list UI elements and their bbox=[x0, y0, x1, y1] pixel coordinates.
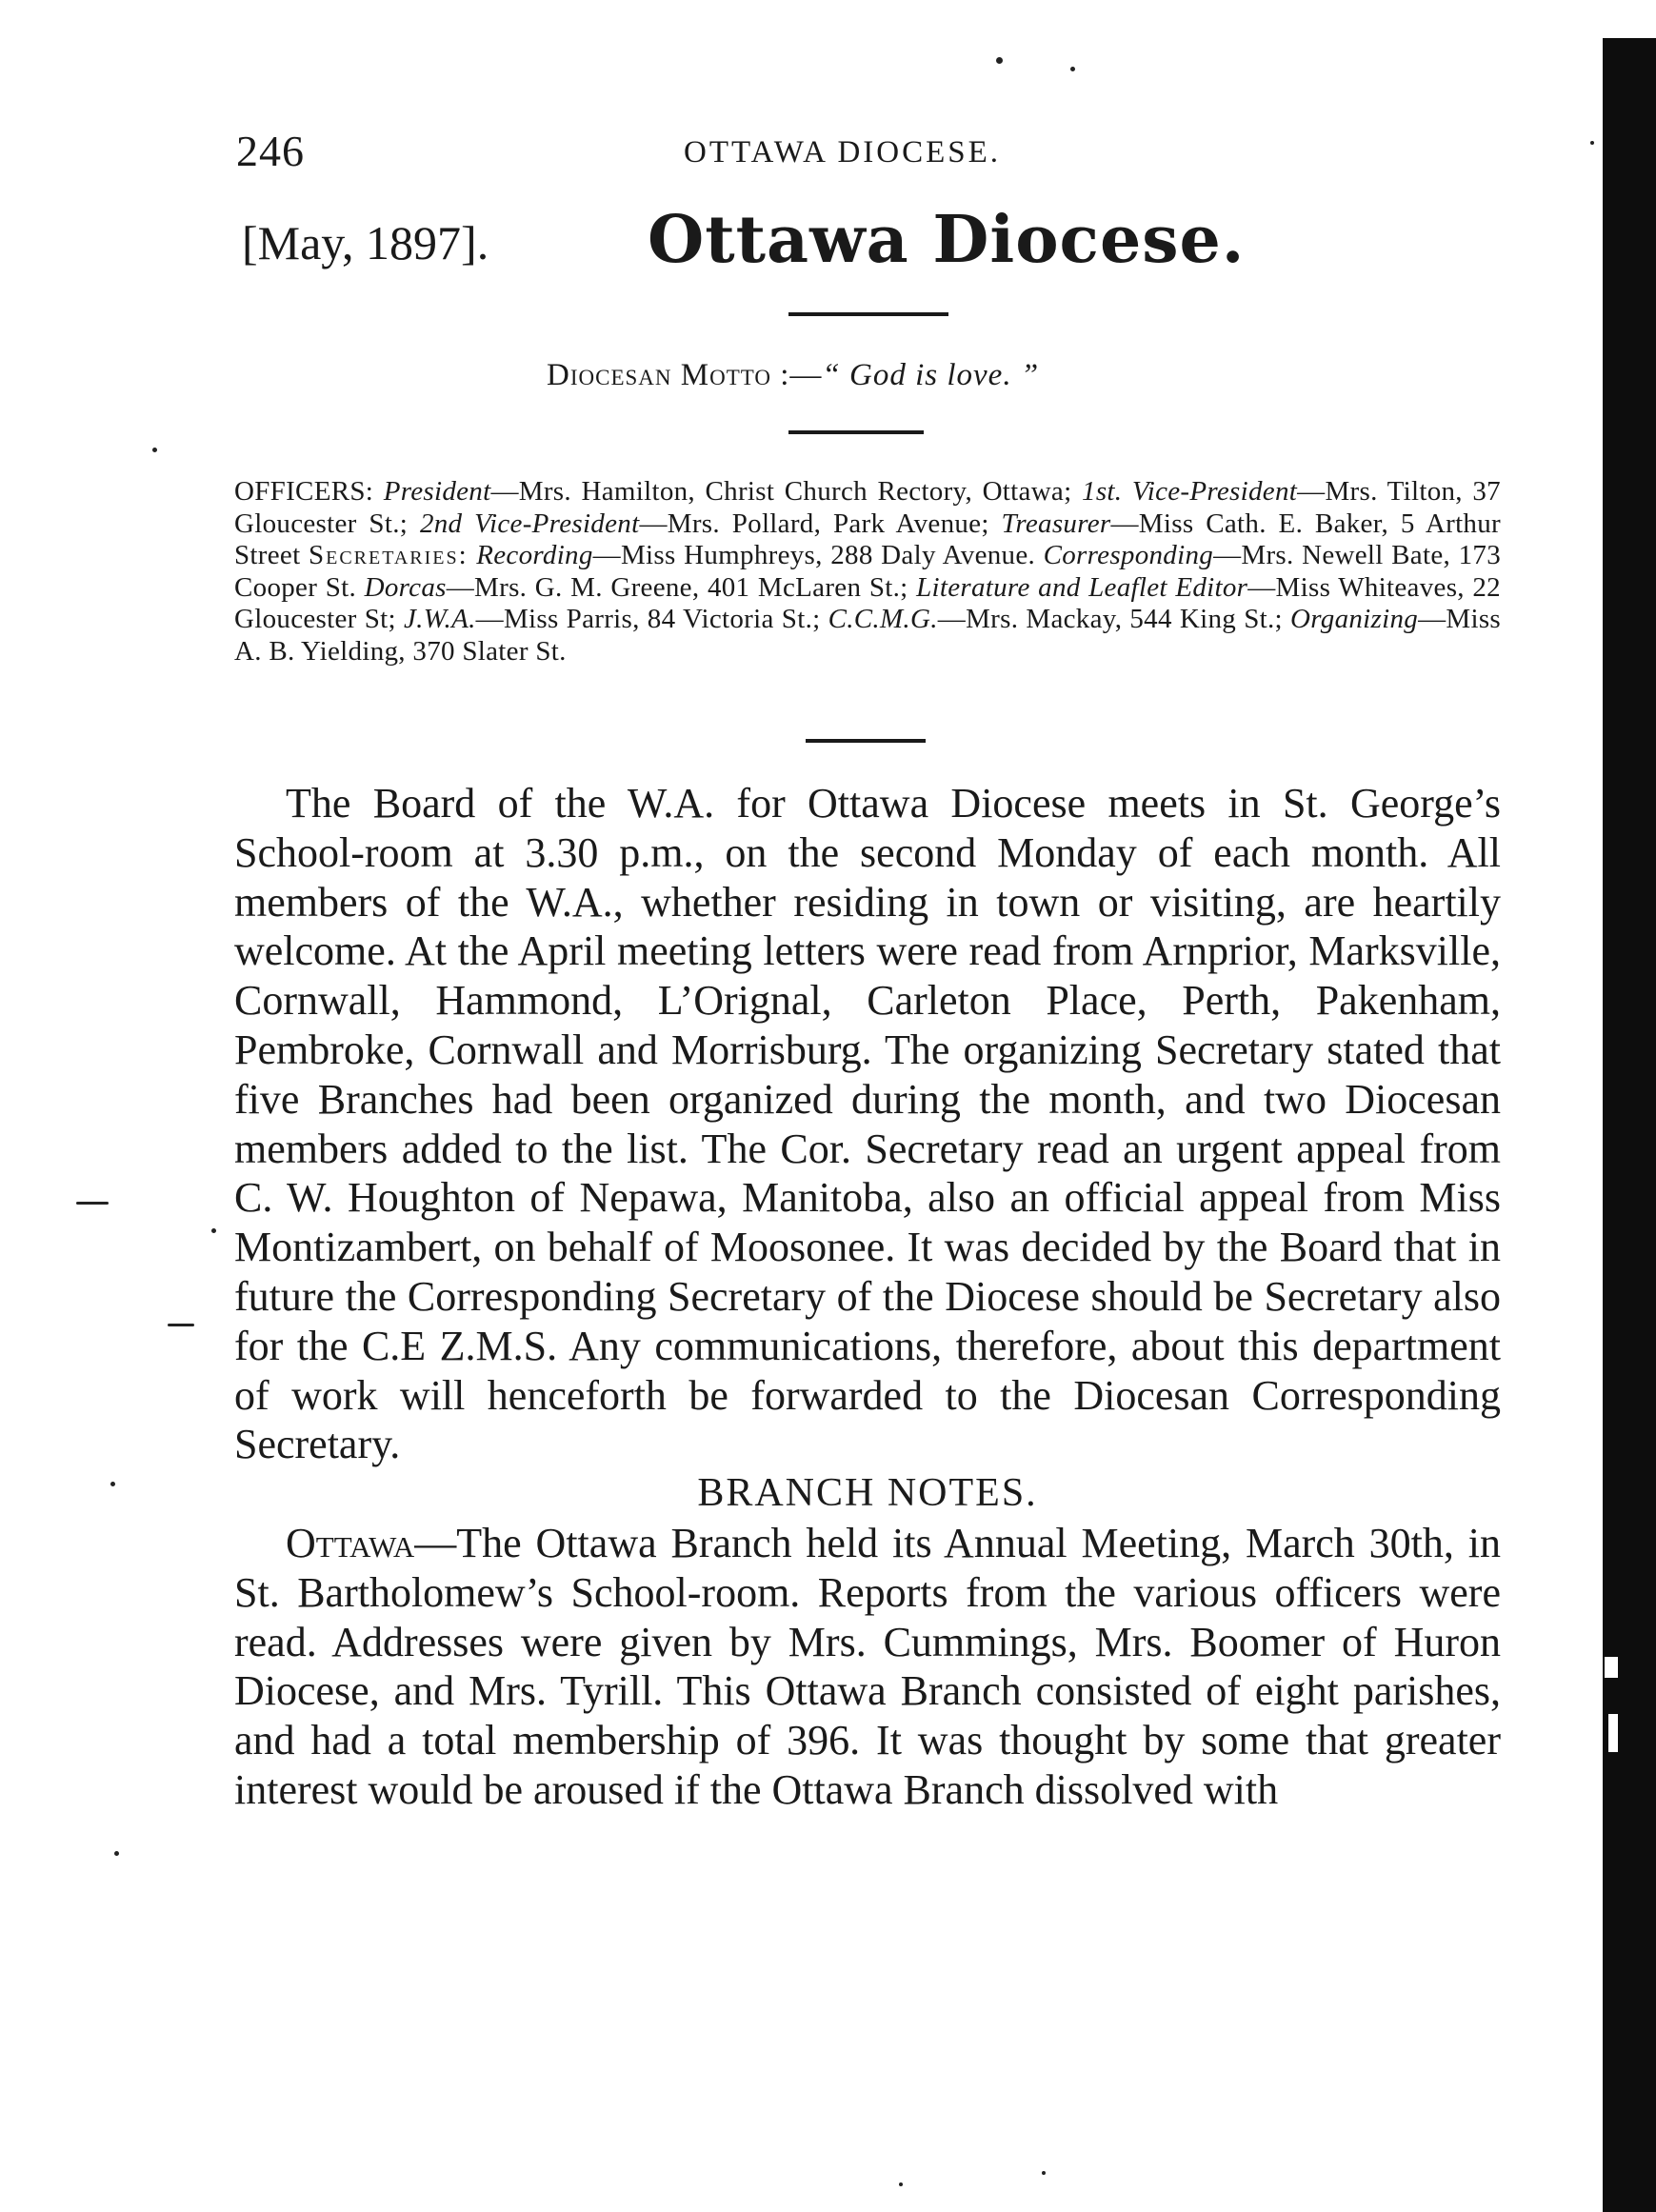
diocese-title: Ottawa Diocese. bbox=[648, 202, 1246, 278]
scan-speck bbox=[211, 1228, 216, 1233]
page-spine-shadow bbox=[1603, 38, 1656, 2212]
scan-speck bbox=[168, 1324, 194, 1326]
scan-speck bbox=[1070, 67, 1075, 71]
officers-run: 2nd Vice-President bbox=[419, 508, 640, 539]
officers-run: —Mrs. Tilton, 37 Gloucester St.; bbox=[234, 476, 1501, 539]
scan-speck bbox=[996, 57, 1003, 64]
officers-run: —Mrs. Pollard, Park Avenue; bbox=[639, 508, 1002, 539]
rule-3 bbox=[806, 739, 926, 743]
paragraph-board-meeting: The Board of the W.A. for Ottawa Diocese meets in St. George’s School-room at 3.30 p.m., on the second Monday of each month. All members of the W.A., whether residing in town or visiting, are heartily welcome. At the April meeting letters were read from Arnprior, Marksville, Cornwall, Hammond, L’Orignal, Carleton Place, Perth, Pakenham, Pembroke, Cornwall and Morrisburg. The organizing Secretary stated that five Branches had been organized during the month, and two Diocesan members added to the list. The Cor. Secretary read an urgent appeal from C. W. Houghton of Nepawa, Manitoba, also an official appeal from Miss Montizambert, on behalf of Moosonee. It was decided by the Board that in future the Corresponding Secretary of the Diocese should be Secretary also for the C.E Z.M.S. Any communications, therefore, about this department of work will henceforth be forwarded to the Diocesan Corresponding Secretary. bbox=[234, 780, 1501, 1468]
officers-run bbox=[469, 540, 477, 570]
officers-run: Corresponding bbox=[1043, 540, 1214, 570]
scan-speck bbox=[1042, 2171, 1046, 2175]
officers-run: —Miss Humphreys, 288 Daly Avenue. bbox=[592, 540, 1044, 570]
motto-text: “ God is love. ” bbox=[822, 358, 1040, 392]
branch-note-text: —The Ottawa Branch held its Annual Meeting, March 30th, in St. Bartholomew’s School-room. Reports from the various officers were read. Addresses were given by Mrs. Cummings, Mrs. Boomer of Huron Diocese, and Mrs. Tyrill. This Ottawa Branch consisted of eight parishes, and had a total membership of 396. It was thought by some that greater interest would be aroused if the Ottawa Branch dissolved with bbox=[234, 1519, 1501, 1813]
officers-run: Literature and Leaflet Editor bbox=[916, 571, 1248, 603]
officers-run: OFFICERS: bbox=[234, 476, 384, 507]
officers-run: —Miss Cath. E. Baker, 5 Arthur Street bbox=[234, 508, 1501, 570]
diocesan-motto bbox=[547, 358, 1039, 393]
officers-run: Recording bbox=[476, 540, 593, 570]
officers-run: —Miss Whiteaves, 22 Gloucester St; bbox=[234, 571, 1501, 634]
officers-run: —Miss Parris, 84 Victoria St.; bbox=[475, 604, 828, 634]
body-text bbox=[234, 779, 1501, 1815]
scan-speck bbox=[114, 1851, 119, 1856]
running-title: OTTAWA DIOCESE. bbox=[684, 135, 1002, 169]
officers-run: President bbox=[383, 476, 491, 507]
officers-run: Dorcas bbox=[364, 571, 447, 603]
motto-label: Diocesan Motto :— bbox=[547, 358, 823, 392]
branch-name: Ottawa bbox=[286, 1519, 415, 1566]
branch-notes-heading: BRANCH NOTES. bbox=[697, 1471, 1038, 1516]
officers-run: Treasurer bbox=[1001, 508, 1111, 539]
scan-speck bbox=[1590, 141, 1594, 145]
dateline: [May, 1897]. bbox=[242, 216, 489, 269]
officers-run: J.W.A. bbox=[404, 604, 476, 634]
page-number: 246 bbox=[236, 127, 305, 175]
officers-run: C.C.M.G. bbox=[828, 604, 938, 634]
officers-run: —Miss A. B. Yielding, 370 Slater St. bbox=[234, 604, 1501, 667]
scan-speck bbox=[110, 1482, 115, 1486]
scan-speck bbox=[152, 448, 157, 452]
scan-speck bbox=[899, 2182, 903, 2186]
rule-1 bbox=[788, 312, 948, 316]
officers-run: Organizing bbox=[1290, 604, 1419, 634]
running-head bbox=[236, 126, 1493, 183]
officers-list bbox=[234, 476, 1501, 668]
officers-run: —Mrs. G. M. Greene, 401 McLaren St.; bbox=[446, 571, 917, 603]
paragraph-ottawa-branch bbox=[234, 1519, 1501, 1815]
rule-2 bbox=[788, 430, 924, 434]
officers-run: —Mrs. Hamilton, Christ Church Rectory, Ottawa; bbox=[490, 476, 1083, 507]
officers-run: —Mrs. Mackay, 544 King St.; bbox=[937, 604, 1291, 634]
officers-run: 1st. Vice-President bbox=[1082, 476, 1298, 507]
scan-speck bbox=[76, 1202, 109, 1205]
officers-run: Secretaries: bbox=[308, 540, 469, 570]
officers-run: —Mrs. Newell Bate, 173 Cooper St. bbox=[234, 540, 1501, 603]
